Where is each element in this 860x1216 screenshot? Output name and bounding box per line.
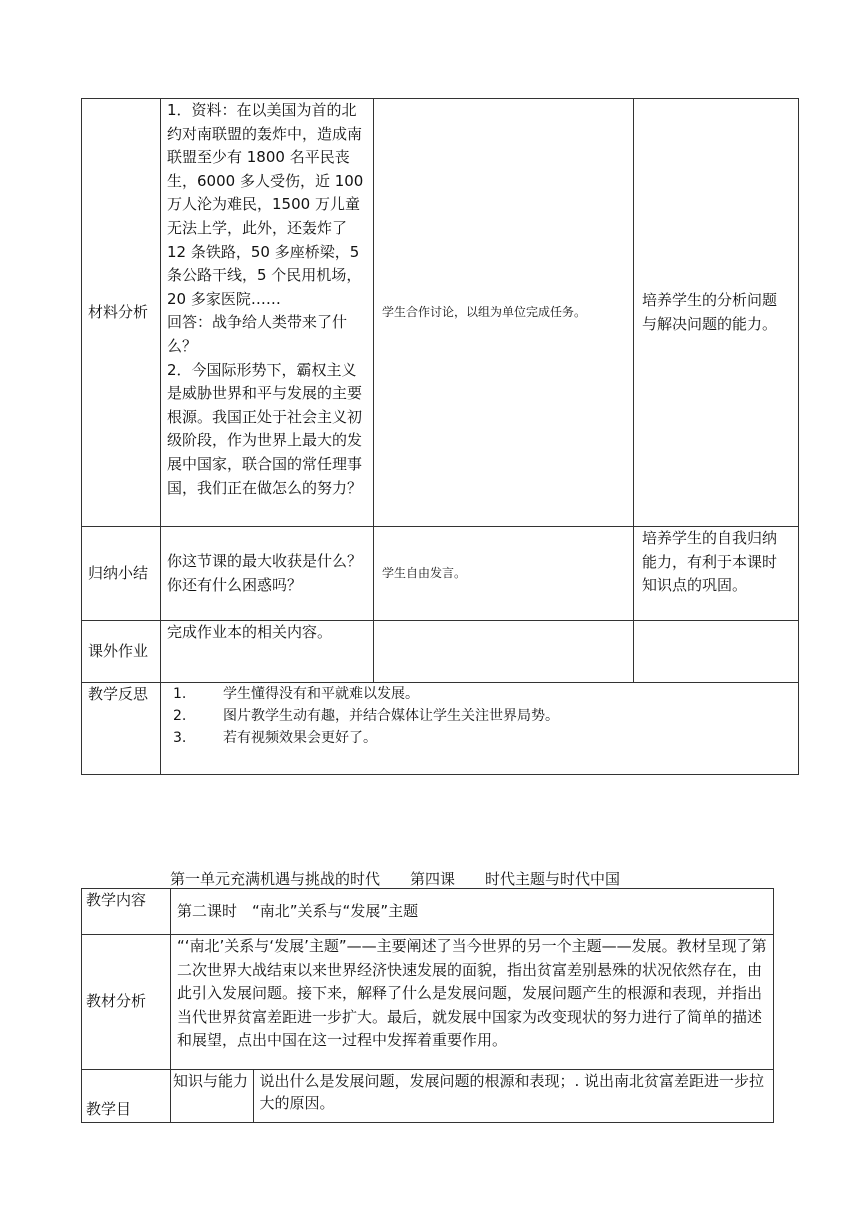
list-number: 2. (173, 708, 187, 724)
list-item (169, 727, 790, 749)
section-title: 第一单元充满机遇与挑战的时代 第四课 时代主题与时代中国 (170, 870, 621, 888)
design-intent: 培养学生的自我归纳能力，有利于本课时知识点的巩固。 (634, 527, 799, 621)
list-number: 1. (173, 686, 187, 702)
label-textbook-analysis: 教材分析 (82, 935, 171, 1070)
summary-content (161, 527, 374, 621)
summary-question-2: 你还有什么困惑吗？ (167, 575, 303, 594)
homework-content (161, 621, 374, 683)
homework-text: 完成作业本的相关内容。 (167, 623, 333, 641)
table-row (82, 935, 774, 1070)
row-label-reflection: 教学反思 (82, 683, 161, 775)
goals-cell (171, 1070, 774, 1123)
table-row (82, 621, 799, 683)
label-teaching-content: 教学内容 (82, 889, 171, 935)
teaching-content-value: 第二课时 “南北”关系与“发展”主题 (171, 889, 774, 935)
list-item (169, 683, 790, 705)
goals-subtable (171, 1070, 773, 1122)
table-row (82, 683, 799, 775)
table-row (82, 99, 799, 527)
table-row (82, 1070, 774, 1123)
material-content (161, 99, 374, 527)
table-row (82, 527, 799, 621)
row-label-summary: 归纳小结 (82, 527, 161, 621)
list-text: 若有视频效果会更好了。 (223, 730, 377, 746)
reflection-content (161, 683, 799, 775)
list-number: 3. (173, 730, 187, 746)
list-text: 学生懂得没有和平就难以发展。 (223, 686, 419, 702)
row-label-material-analysis: 材料分析 (82, 99, 161, 527)
material-item-1: 1．资料：在以美国为首的北约对南联盟的轰炸中，造成南联盟至少有 1800 名平民丧生，6000 多人受伤，近 100 万人沦为难民，1500 万儿童无法上学，此外，还轰炸了 12 条铁路，50 多座桥梁，5 条公路干线，5 个民用机场，20 多家医院…… (167, 101, 364, 308)
summary-question-1: 你这节课的最大收获是什么？ (167, 551, 363, 570)
list-text: 图片教学生动有趣，并结合媒体让学生关注世界局势。 (223, 708, 559, 724)
list-item (169, 705, 790, 727)
label-knowledge-ability: 知识与能力 (171, 1070, 253, 1122)
design-intent (634, 621, 799, 683)
student-activity: 学生自由发言。 (374, 527, 634, 621)
material-question-1: 回答：战争给人类带来了什么？ (167, 313, 348, 355)
knowledge-ability-text: 说出什么是发展问题，发展问题的根源和表现；. 说出南北贫富差距进一步拉大的原因。 (259, 1072, 765, 1112)
material-item-2: 2．今国际形势下，霸权主义是威胁世界和平与发展的主要根源。我国正处于社会主义初级阶段，作为世界上最大的发展中国家，联合国的常任理事国，我们正在做怎么的努力？ (167, 360, 363, 497)
label-teaching-goals: 教学目 (82, 1070, 171, 1123)
student-activity: 学生合作讨论，以组为单位完成任务。 (374, 99, 634, 527)
lesson-table-continued (81, 98, 799, 775)
design-intent: 培养学生的分析问题与解决问题的能力。 (634, 99, 799, 527)
lesson-plan-table (81, 888, 774, 1123)
textbook-analysis-text: “‘南北’关系与‘发展’主题”——主要阐述了当今世界的另一个主题——发展。教材呈现了第二次世界大战结束以来世界经济快速发展的面貌，指出贫富差别悬殊的状况依然存在，由此引入发展问题。接下来，解释了什么是发展问题，发展问题产生的根源和表现，并指出当代世界贫富差距进一步扩大。最后，就发展中国家为改变现状的努力进行了简单的描述和展望，点出中国在这一过程中发挥着重要作用。 (171, 935, 774, 1070)
student-activity (374, 621, 634, 683)
table-row (82, 889, 774, 935)
row-label-homework: 课外作业 (82, 621, 161, 683)
